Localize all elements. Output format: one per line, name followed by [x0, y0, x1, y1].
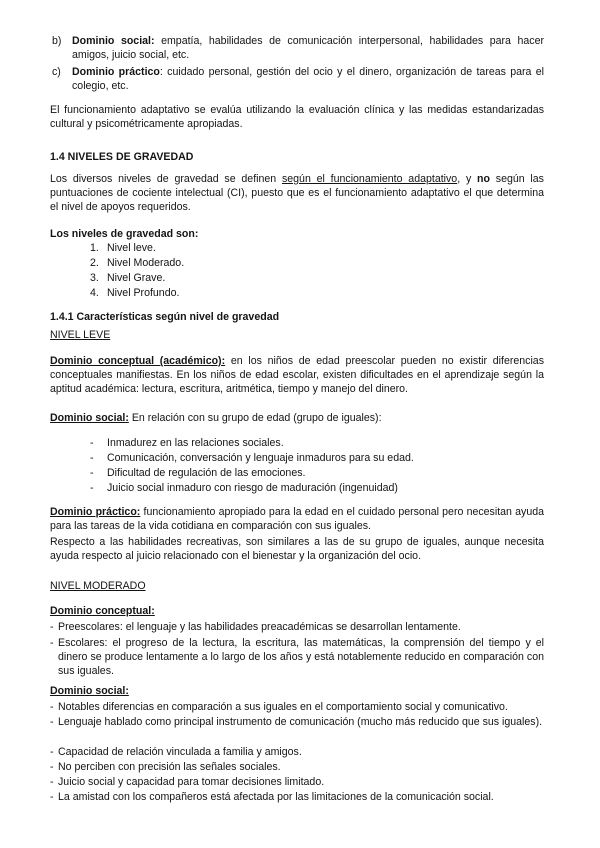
section-title: 1.4 NIVELES DE GRAVEDAD [50, 151, 194, 163]
level-item [90, 256, 510, 270]
list-item [50, 790, 544, 804]
item-text: Escolares: el progreso de la lectura, la escritura, las matemáticas, la comprensión del tiempo y el dinero se produce lentamente a lo largo de los años y está notablemente reducido en comparación con sus iguales. [58, 637, 544, 677]
level-item [90, 286, 510, 300]
dash-marker: - [50, 716, 54, 728]
paragraph-text: En relación con su grupo de edad (grupo de iguales): [128, 412, 382, 424]
term: Dominio social: [50, 412, 129, 424]
dash-marker: - [50, 621, 54, 633]
level-leve-title: NIVEL LEVE [50, 329, 111, 341]
intro-underlined: según el funcionamiento adaptativo [281, 173, 458, 185]
dash-marker: - [50, 761, 54, 773]
leve-social-paragraph [50, 411, 544, 425]
list-item [90, 451, 544, 465]
adaptive-paragraph: El funcionamiento adaptativo se evalúa utilizando la evaluación clínica y las medidas estandarizadas cultural y psicométricamente apropiadas. [50, 104, 544, 130]
item-text: : cuidado personal, gestión del ocio y el dinero, organización de tareas para el colegio, etc. [72, 66, 545, 92]
dash-marker: - [90, 437, 94, 449]
list-item-c [52, 65, 544, 93]
dash-marker: - [50, 791, 54, 803]
list-marker: c) [52, 66, 61, 78]
list-item [50, 760, 544, 774]
intro-bold: no [477, 173, 490, 185]
level-label: Nivel Profundo. [107, 287, 180, 299]
item-text: Juicio social inmaduro con riesgo de maduración (ingenuidad) [107, 482, 398, 494]
level-moderado-title: NIVEL MODERADO [50, 580, 146, 592]
section-intro [50, 172, 544, 214]
dash-marker: - [50, 701, 54, 713]
subsection-title: 1.4.1 Características según nivel de gravedad [50, 311, 280, 323]
leve-recreativas-paragraph: Respecto a las habilidades recreativas, son similares a las de su grupo de iguales, aunque necesita ayuda respecto al juicio relacionado con el bienestar y la organización del ocio. [50, 536, 544, 562]
moderado-conceptual-title: Dominio conceptual: [50, 605, 155, 617]
moderado-social-title: Dominio social: [50, 685, 129, 697]
levels-title: Los niveles de gravedad son: [50, 228, 199, 240]
item-text: No perciben con precisión las señales sociales. [58, 761, 281, 773]
paragraph-text: en los niños de edad preescolar pueden no existir diferencias conceptuales manifiestas. En los niños de edad escolar, existen dificultades en el aprendizaje según la aptitud académica: lectura, escritura, aritmética, tiempo y manejo del dinero. [50, 355, 544, 395]
item-text: Lenguaje hablado como principal instrumento de comunicación (mucho más reducido que sus iguales). [58, 716, 543, 728]
dash-marker: - [90, 482, 94, 494]
term: Dominio práctico: [50, 506, 141, 518]
term: Dominio conceptual (académico): [50, 355, 226, 367]
intro-part: Los diversos niveles de gravedad se definen [50, 173, 282, 185]
list-item-b [52, 34, 544, 62]
list-item [50, 700, 544, 714]
leve-conceptual-paragraph [50, 354, 544, 396]
intro-part: , y [457, 173, 478, 185]
level-label: Nivel Moderado. [107, 257, 185, 269]
list-item [90, 436, 544, 450]
item-text: Comunicación, conversación y lenguaje inmaduros para su edad. [107, 452, 414, 464]
list-marker: 4. [90, 287, 99, 299]
dash-marker: - [90, 452, 94, 464]
item-text: Capacidad de relación vinculada a familia y amigos. [58, 746, 302, 758]
term: Dominio práctico [72, 66, 160, 78]
list-item [90, 481, 544, 495]
level-label: Nivel leve. [107, 242, 156, 254]
list-item [50, 745, 544, 759]
paragraph-text: funcionamiento apropiado para la edad en el cuidado personal pero necesitan ayuda para las tareas de la vida cotidiana en comparación con sus iguales. [50, 506, 544, 532]
item-text: Dificultad de regulación de las emociones. [107, 467, 306, 479]
list-marker: 2. [90, 257, 99, 269]
list-item [50, 636, 544, 678]
intro-part: según las puntuaciones de cociente intelectual (CI), puesto que es el funcionamiento adaptativo el que determina el nivel de apoyos requeridos. [50, 173, 544, 213]
term: Dominio social: [72, 35, 155, 47]
item-text: La amistad con los compañeros está afectada por las limitaciones de la comunicación social. [58, 791, 494, 803]
dash-marker: - [90, 467, 94, 479]
level-item [90, 271, 510, 285]
item-text: Juicio social y capacidad para tomar decisiones limitado. [58, 776, 325, 788]
item-text: Inmadurez en las relaciones sociales. [107, 437, 284, 449]
item-text: empatía, habilidades de comunicación interpersonal, habilidades para hacer amigos, juicio social, etc. [72, 35, 545, 61]
level-label: Nivel Grave. [107, 272, 166, 284]
level-item [90, 241, 510, 255]
leve-practico-paragraph [50, 505, 544, 533]
item-text: Preescolares: el lenguaje y las habilidades preacadémicas se desarrollan lentamente. [58, 621, 461, 633]
list-marker: 3. [90, 272, 99, 284]
dash-marker: - [50, 776, 54, 788]
list-marker: 1. [90, 242, 99, 254]
list-marker: b) [52, 35, 62, 47]
list-item [50, 715, 544, 729]
item-text: Notables diferencias en comparación a sus iguales en el comportamiento social y comunicativo. [58, 701, 508, 713]
dash-marker: - [50, 637, 54, 649]
list-item [50, 775, 544, 789]
list-item [90, 466, 544, 480]
list-item [50, 620, 544, 634]
dash-marker: - [50, 746, 54, 758]
